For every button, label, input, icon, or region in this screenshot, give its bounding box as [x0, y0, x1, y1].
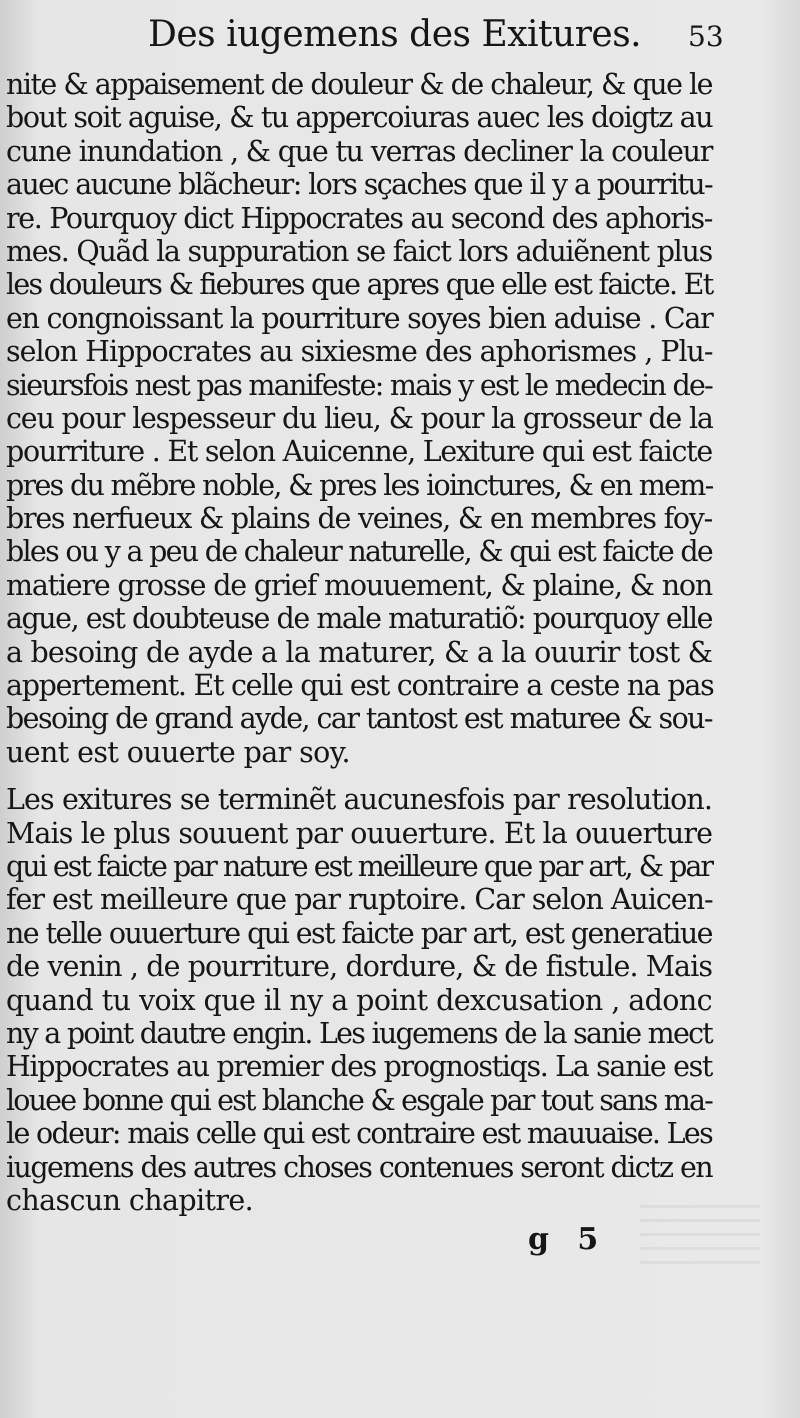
text-line: matiere grosse de grief mouuement, & plaine, & non [6, 568, 712, 602]
text-line: ne telle ouuerture qui est faicte par art, est generatiue [6, 916, 712, 950]
text-line: re. Pourquoy dict Hippocrates au second des aphoris- [6, 201, 712, 235]
text-line: Mais le plus souuent par ouuerture. Et la ouuerture [6, 816, 713, 850]
text-line: ague, est doubteuse de male maturatiõ: pourquoy elle [6, 602, 712, 636]
text-line: iugemens des autres choses contenues seront dictz en [6, 1150, 713, 1184]
bleed-through-text [640, 1205, 760, 1275]
text-line: pourriture . Et selon Auicenne, Lexiture qui est faicte [6, 435, 712, 469]
text-line: louee bonne qui est blanche & esgale par tout sans ma- [6, 1083, 712, 1117]
text-line: nite & appaisement de douleur & de chaleur, & que le [6, 68, 712, 101]
text-line: bout soit aguise, & tu appercoiuras auec les doigtz au [6, 101, 713, 135]
text-line: de venin , de pourriture, dordure, & de fistule. Mais [6, 950, 713, 984]
text-line: ceu pour lespesseur du lieu, & pour la grosseur de la [6, 401, 713, 435]
page-number: 53 [688, 20, 724, 53]
text-line: besoing de grand ayde, car tantost est maturee & sou- [6, 702, 712, 736]
page-header [0, 8, 800, 68]
text-line: selon Hippocrates au sixiesme des aphorismes , Plu- [6, 335, 713, 369]
running-head: Des iugemens des Exitures. [148, 14, 642, 55]
text-line: pres du mẽbre noble, & pres les ioinctures, & en mem- [6, 468, 713, 502]
body-text [6, 68, 712, 1217]
signature-mark: g 5 [528, 1222, 599, 1257]
text-line: cune inundation , & que tu verras decliner la couleur [6, 134, 713, 168]
text-line: sieursfois nest pas manifeste: mais y est le medecin de- [6, 368, 712, 402]
text-line: Hippocrates au premier des prognostiqs. La sanie est [6, 1050, 713, 1084]
text-line: les douleurs & fiebures que apres que elle est faicte. Et [6, 268, 713, 302]
text-line: fer est meilleure que par ruptoire. Car selon Auicen- [6, 883, 713, 917]
text-line: a besoing de ayde a la maturer, & a la ouurir tost & [6, 635, 713, 669]
text-line: quand tu voix que il ny a point dexcusation , adonc [6, 983, 712, 1017]
paragraph-1 [6, 68, 712, 769]
paragraph-2 [6, 783, 712, 1217]
text-line: uent est ouuerte par soy. [6, 735, 350, 769]
text-line: mes. Quãd la suppuration se faict lors aduiẽnent plus [6, 234, 712, 268]
text-line: le odeur: mais celle qui est contraire est mauuaise. Les [6, 1117, 713, 1151]
text-line: en congnoissant la pourriture soyes bien aduise . Car [6, 301, 713, 335]
text-line: ny a point dautre engin. Les iugemens de la sanie mect [6, 1016, 712, 1050]
text-line: Les exitures se terminẽt aucunesfois par resolution. [6, 783, 712, 817]
text-line: qui est faicte par nature est meilleure que par art, & par [6, 849, 712, 883]
text-line: bres nerfueux & plains de veines, & en membres foy- [6, 502, 712, 536]
text-line: appertement. Et celle qui est contraire a ceste na pas [6, 669, 714, 703]
paragraph-gap [6, 769, 712, 783]
text-line: auec aucune blãcheur: lors sçaches que il y a pourritu- [6, 168, 712, 202]
text-line: bles ou y a peu de chaleur naturelle, & qui est faicte de [6, 535, 712, 569]
text-line: chascun chapitre. [6, 1183, 254, 1217]
